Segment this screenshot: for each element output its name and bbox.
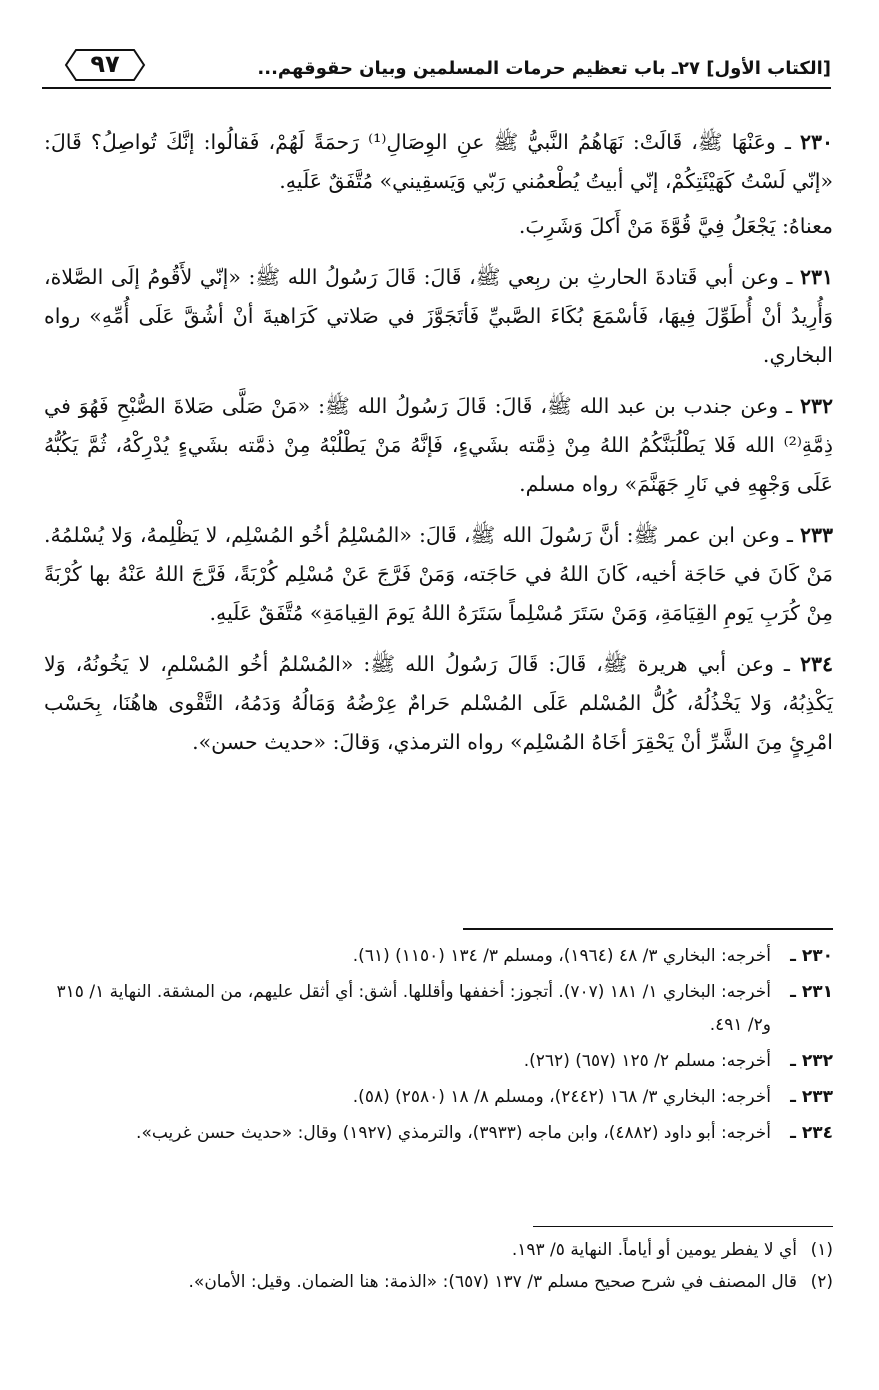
reference-number: ٢٣٢ ـ xyxy=(790,1051,833,1071)
running-title: [الكتاب الأول] ٢٧ـ باب تعظيم حرمات المسلمين وبيان حقوقهم... xyxy=(257,58,831,79)
reference-text: أخرجه: مسلم ٢/ ١٢٥ (٦٥٧) (٢٦٢). xyxy=(523,1051,771,1071)
references-list xyxy=(44,940,833,1153)
hadith-text: ـ وعن ابن عمر ﷺ: أنَّ رَسُولَ الله ﷺ، قَالَ: «المُسْلِمُ أخُو المُسْلِم، لا يَظْلِمهُ، وَلا يُسْلمُهُ. مَنْ كَانَ في حَاجَة أخيه، كَانَ اللهُ في حَاجَته، وَمَنْ فَرَّجَ عَنْ مُسْلِم كُرْبَةً، فَرَّجَ اللهُ عَنْهُ بها كُرْبَةً مِنْ كُرَبِ يَومِ القِيَامَةِ، وَمَنْ سَتَرَ مُسْلِماً سَتَرَهُ اللهُ يَومَ القِيامَةِ» مُتَّفَقٌ عَلَيهِ. xyxy=(44,523,833,625)
reference-item xyxy=(44,940,833,973)
reference-item xyxy=(44,1081,833,1114)
hadith-text: ـ وعن أبي قَتادةَ الحارثِ بن ربِعي ﷺ، قَالَ: قَالَ رَسُولُ الله ﷺ: «إنّي لأَقُومُ إلَى الصَّلاة، وَأُرِيدُ أنْ أُطَوِّلَ فِيهَا، فَأسْمَعَ بُكَاءَ الصَّبيِّ فَأتَجَوَّزَ في صَلاتي كَرَاهيةَ أنْ أشُقَّ عَلَى أُمِّهِ» رواه البخاري. xyxy=(44,265,833,367)
references-divider xyxy=(463,928,833,930)
hadith-text: ـ وعن جندب بن عبد الله ﷺ، قَالَ: قَالَ رَسُولُ الله ﷺ: «مَنْ صَلَّى صَلاةَ الصُّبْحِ فَهُوَ في ذِمَّةِ⁽²⁾ الله فَلا يَطْلُبَنَّكُمُ اللهُ مِنْ ذِمَّته بشَيءٍ، فَإنَّهُ مَنْ يَطْلُبْهُ مِنْ ذمَّته بشَيءٍ يُدْرِكْهُ، ثُمَّ يَكُبُّهُ عَلَى وَجْهِهِ في نَارِ جَهَنَّمَ» رواه مسلم. xyxy=(44,394,833,496)
page-number: ٩٧ xyxy=(90,50,120,78)
reference-text: أخرجه: البخاري ٣/ ١٦٨ (٢٤٤٢)، ومسلم ٨/ ١٨ (٢٥٨٠) (٥٨). xyxy=(352,1087,771,1107)
hadith-number: ٢٣٣ xyxy=(799,523,833,547)
hadith-230 xyxy=(44,123,833,201)
reference-item xyxy=(44,976,833,1042)
page-header xyxy=(42,42,831,92)
footnotes-list xyxy=(44,1234,833,1298)
hadith-231 xyxy=(44,258,833,375)
page-number-badge xyxy=(64,48,146,82)
hadith-number: ٢٣٤ xyxy=(799,652,833,676)
reference-number: ٢٣٣ ـ xyxy=(790,1087,833,1107)
reference-text: أخرجه: البخاري ٣/ ٤٨ (١٩٦٤)، ومسلم ٣/ ١٣٤ (١١٥٠) (٦١). xyxy=(352,946,771,966)
hadith-number: ٢٣٢ xyxy=(799,394,833,418)
reference-number: ٢٣٠ ـ xyxy=(790,946,833,966)
hadith-number: ٢٣٠ xyxy=(799,130,833,154)
reference-item xyxy=(44,1117,833,1150)
hadith-234 xyxy=(44,645,833,762)
reference-text: أخرجه: أبو داود (٤٨٨٢)، وابن ماجه (٣٩٣٣)، والترمذي (١٩٢٧) وقال: «حديث حسن غريب». xyxy=(136,1123,771,1143)
hadith-text: ـ وعن أبي هريرة ﷺ، قَالَ: قَالَ رَسُولُ الله ﷺ: «المُسْلمُ أخُو المُسْلمِ، لا يَخُونُهُ، وَلا يَكْذِبُهُ، وَلا يَخْذُلُهُ، كُلُّ المُسْلم عَلَى المُسْلم حَرامٌ عِرْضُهُ وَمَالُهُ وَدَمُهُ، التَّقْوى هاهُنَا، بِحَسْب امْرِئٍ مِنَ الشَّرِّ أنْ يَحْقِرَ أخَاهُ المُسْلِم» رواه الترمذي، وَقالَ: «حديث حسن». xyxy=(44,652,833,754)
hadith-body xyxy=(44,123,833,774)
hadith-number: ٢٣١ xyxy=(799,265,833,289)
reference-item xyxy=(44,1045,833,1078)
hadith-text: ـ وعَنْهَا ﷺ، قَالَتْ: نَهَاهُمُ النَّبيُّ ﷺ عنِ الوِصَالِ⁽¹⁾ رَحمَةً لَهُمْ، فَقالُوا: إنَّكَ تُواصِلُ؟ قَالَ: «إنّي لَسْتُ كَهَيْئَتِكُمْ، إنّي أبيتُ يُطْعمُني رَبّي وَيَسقِيني» مُتَّفَقٌ عَلَيهِ. xyxy=(44,130,833,193)
footnote-number: (٢) xyxy=(810,1272,833,1292)
hadith-233 xyxy=(44,516,833,633)
footnote-item xyxy=(44,1234,833,1266)
hadith-230-gloss xyxy=(44,207,833,246)
gloss-text: معناهُ: يَجْعَلُ فِيَّ قُوَّةَ مَنْ أَكلَ وَشَرِبَ. xyxy=(518,214,833,238)
footnote-item xyxy=(44,1266,833,1298)
footnotes-divider xyxy=(533,1226,833,1227)
footnote-number: (١) xyxy=(810,1240,833,1260)
reference-number: ٢٣١ ـ xyxy=(790,982,833,1002)
footnote-text: قال المصنف في شرح صحيح مسلم ٣/ ١٣٧ (٦٥٧): «الذمة: هنا الضمان. وقيل: الأمان». xyxy=(188,1272,797,1292)
hadith-232 xyxy=(44,387,833,504)
header-rule xyxy=(42,87,831,89)
reference-number: ٢٣٤ ـ xyxy=(790,1123,833,1143)
reference-text: أخرجه: البخاري ١/ ١٨١ (٧٠٧). أتجوز: أخففها وأقللها. أشق: أي أثقل عليهم، من المشقة. النهاية ١/ ٣١٥ و٢/ ٤٩١. xyxy=(56,982,771,1035)
footnote-text: أي لا يفطر يومين أو أياماً. النهاية ٥/ ١٩٣. xyxy=(511,1240,797,1260)
